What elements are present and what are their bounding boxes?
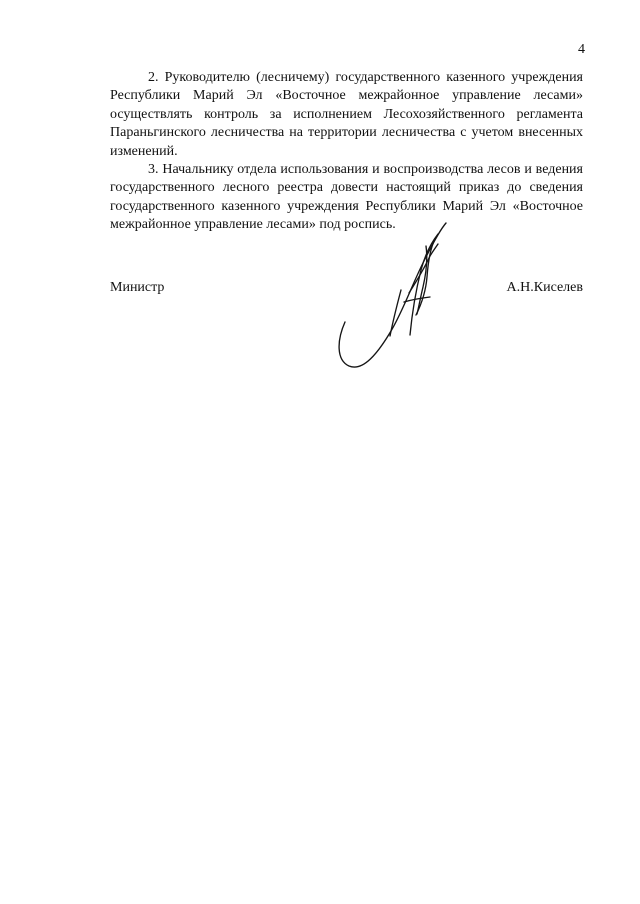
handwritten-signature-icon xyxy=(330,210,460,375)
signer-title: Министр xyxy=(110,280,165,295)
page-number: 4 xyxy=(578,42,585,57)
paragraph-2: 2. Руководителю (лесничему) государственного казенного учреждения Республики Марий Эл «Восточное межрайонное управление лесами» осуществлять контроль за исполнением Лесохозяйственного регламента Параньгинского лесничества на территории лесничества с учетом внесенных изменений. xyxy=(110,70,583,159)
paragraph-3: 3. Начальнику отдела использования и воспроизводства лесов и ведения государственного лесного реестра довести настоящий приказ до сведения государственного казенного учреждения Республики Марий Эл «Восточное межрайонное управление лесами» под роспись. xyxy=(110,162,583,233)
signer-name: А.Н.Киселев xyxy=(506,280,583,295)
